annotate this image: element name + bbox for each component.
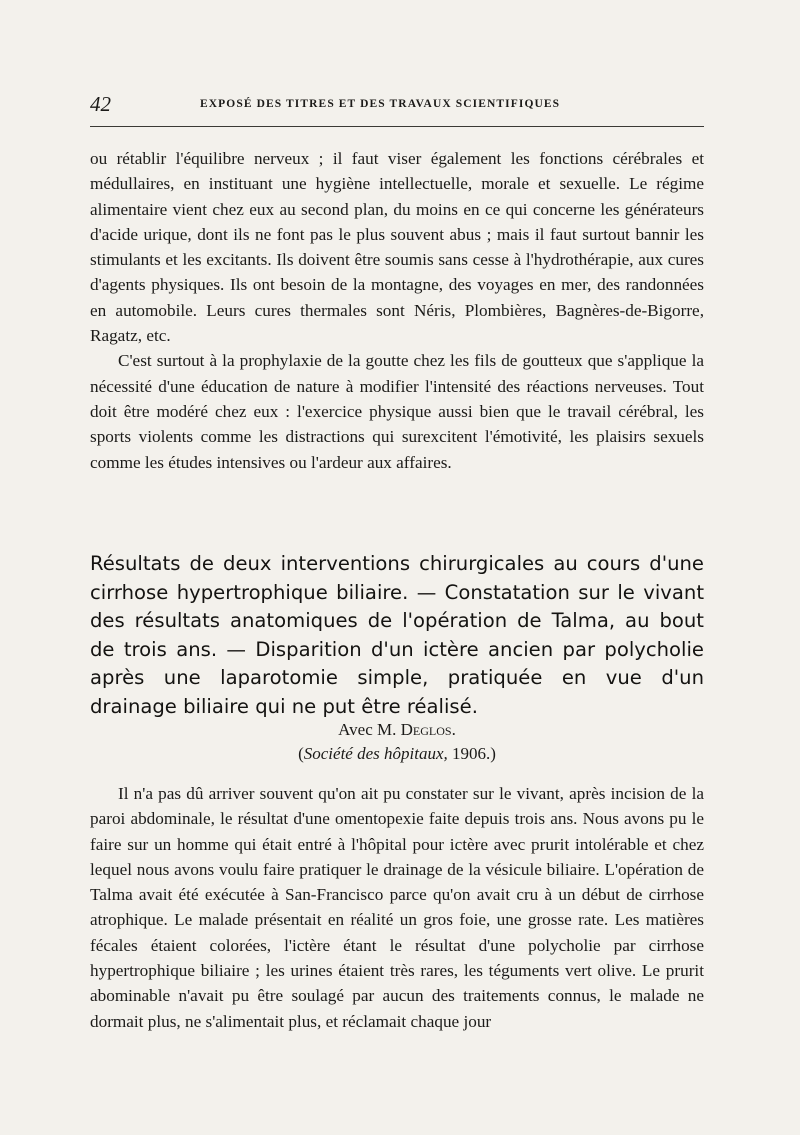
- coauthor-line: [90, 718, 704, 742]
- source-year: 1906.: [452, 744, 491, 763]
- page-number: 42: [90, 92, 111, 116]
- body-text-bottom: [90, 781, 704, 1034]
- paragraph-prophylaxis: C'est surtout à la prophylaxie de la goutte chez les fils de goutteux que s'applique la nécessité d'une éducation de nature à modifier l'intensité des réactions nerveuses. Tout doit être modéré chez eux : l'exercice physique aussi bien que le travail cérébral, les sports violents comme les distractions qui surexcitent l'émotivité, les plaisirs sexuels comme les études intensives ou l'ardeur aux affaires.: [90, 351, 704, 472]
- source-close-paren: ): [490, 744, 496, 763]
- paragraph-continuation: ou rétablir l'équilibre nerveux ; il faut viser également les fonctions cérébrales et médullaires, en instituant une hygiène intellectuelle, morale et sexuelle. Le régime alimentaire vient chez eux au second plan, du moins en ce qui concerne les générateurs d'acide urique, dont ils ne font pas le plus souvent abus ; mais il faut surtout bannir les stimulants et les excitants. Ils doivent être soumis sans cesse à l'hydrothérapie, aux cures d'agents physiques. Ils ont besoin de la montagne, des voyages en mer, des randonnées en automobile. Leurs cures thermales sont Néris, Plombières, Bagnères-de-Bigorre, Ragatz, etc.: [90, 149, 704, 346]
- coauthor-prefix: Avec M.: [338, 720, 401, 739]
- source-journal: Société des hôpitaux,: [303, 744, 448, 763]
- running-title: EXPOSÉ DES TITRES ET DES TRAVAUX SCIENTIFIQUES: [200, 98, 561, 110]
- coauthor-name: Deglos.: [400, 720, 456, 739]
- attribution: [90, 718, 704, 766]
- source-line: [90, 742, 704, 766]
- source-open-paren: (: [298, 744, 304, 763]
- header-rule: [90, 126, 704, 127]
- page-header: [90, 92, 704, 116]
- body-text-top: [90, 146, 704, 475]
- section-title: Résultats de deux interventions chirurgicales au cours d'une cirrhose hypertrophique biliaire. — Constatation sur le vivant des résultats anatomiques de l'opération de Talma, au bout de trois ans. — Disparition d'un ictère ancien par polycholie après une laparotomie simple, pratiquée en vue d'un drainage biliaire qui ne put être réalisé.: [90, 552, 704, 718]
- paragraph-case-report: Il n'a pas dû arriver souvent qu'on ait pu constater sur le vivant, après incision de la paroi abdominale, le résultat d'une omentopexie faite depuis trois ans. Nous avons pu le faire sur un homme qui était entré à l'hôpital pour ictère avec prurit intolérable et chez lequel nous avons voulu faire pratiquer le drainage de la vésicule biliaire. L'opération de Talma avait été exécutée à San-Francisco parce qu'on avait cru à un début de cirrhose atrophique. Le malade présentait en réalité un gros foie, une grosse rate. Les matières fécales étaient colorées, l'ictère étant le résultat d'une polycholie par cirrhose hypertrophique biliaire ; les urines étaient très rares, les téguments vert olive. Le prurit abominable n'avait pu être soulagé par aucun des traitements connus, le malade ne dormait plus, ne s'alimentait plus, et réclamait chaque jour: [90, 784, 704, 1031]
